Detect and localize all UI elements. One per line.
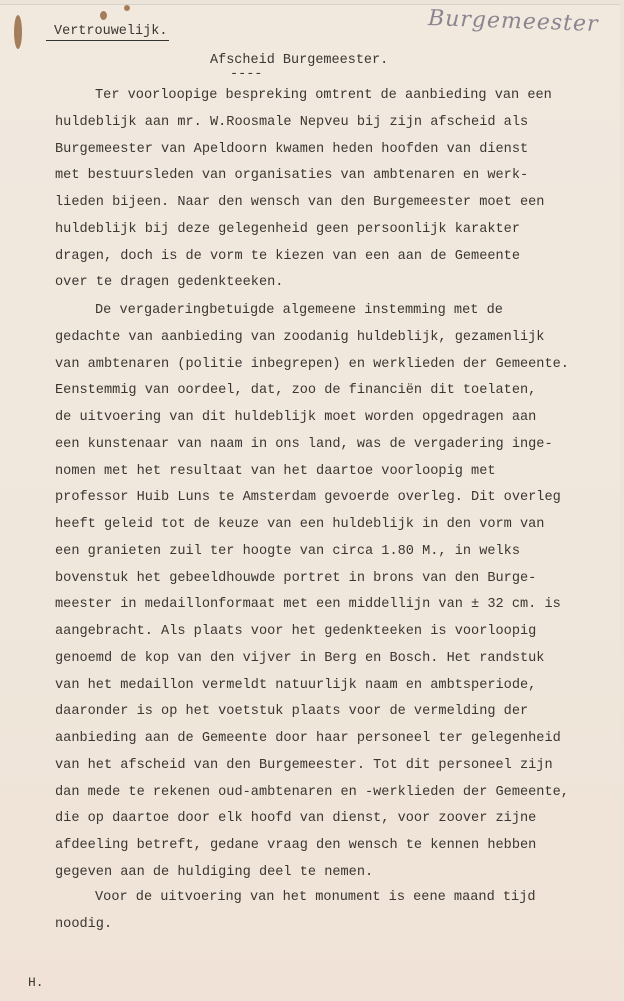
title-rule: ---- <box>230 67 263 82</box>
text-line: heeft geleid tot de keuze van een huldeblijk in den vorm van <box>55 517 545 532</box>
document-page <box>0 4 620 1001</box>
confidential-label: Vertrouwelijk. <box>46 24 169 41</box>
text-line: noodig. <box>55 916 113 932</box>
text-line: aangebracht. Als plaats voor het gedenkteeken is voorloopig <box>55 624 537 639</box>
text-line: Burgemeester van Apeldoorn kwamen heden hoofden van dienst <box>55 141 529 157</box>
handwritten-note: Burgemeester <box>427 6 599 37</box>
text-line: Ter voorloopige bespreking omtrent de aanbieding van een <box>95 88 552 103</box>
text-line: genoemd de kop van den vijver in Berg en Bosch. Het randstuk <box>55 650 545 666</box>
text-line: afdeeling betreft, gedane vraag den wensch te kennen hebben <box>55 838 537 853</box>
text-line: over te dragen gedenkteeken. <box>55 275 284 291</box>
text-line: daaronder is op het voetstuk plaats voor de vermelding der <box>55 704 529 720</box>
text-line: professor Huib Luns te Amsterdam gevoerde overleg. Dit overleg <box>55 490 561 506</box>
text-line: gegeven aan de huldiging deel te nemen. <box>55 864 374 880</box>
text-line: bovenstuk het gebeeldhouwde portret in brons van den Burge- <box>55 570 537 586</box>
text-line: huldeblijk aan mr. W.Roosmale Nepveu bij zijn afscheid als <box>55 114 529 130</box>
footer-initial: H. <box>28 975 44 990</box>
text-line: Eenstemmig van oordeel, dat, zoo de financiën dit toelaten, <box>55 383 537 399</box>
document-title: Afscheid Burgemeester. <box>210 53 389 68</box>
text-line: dragen, doch is de vorm te kiezen van een aan de Gemeente <box>55 248 520 264</box>
rust-stain <box>124 5 130 11</box>
text-line: lieden bijeen. Naar den wensch van den Burgemeester moet een <box>55 195 545 210</box>
text-line: huldeblijk bij deze gelegenheid geen persoonlijk karakter <box>55 221 520 237</box>
text-line: van het afscheid van den Burgemeester. Tot dit personeel zijn <box>55 757 553 773</box>
text-line: gedachte van aanbieding van zoodanig huldeblijk, gezamenlijk <box>55 329 545 345</box>
text-line: die op daartoe door elk hoofd van dienst, voor zoover zijne <box>55 811 537 827</box>
text-line: een granieten zuil ter hoogte van circa 1.80 M., in welks <box>55 543 520 559</box>
text-line: dan mede te rekenen oud-ambtenaren en -werklieden der Gemeente, <box>55 784 569 800</box>
rust-stain <box>100 11 107 20</box>
text-line: een kunstenaar van naam in ons land, was de vergadering inge- <box>55 436 553 452</box>
text-line: De vergaderingbetuigde algemeene instemming met de <box>95 303 503 318</box>
text-line: Voor de uitvoering van het monument is eene maand tijd <box>95 890 536 905</box>
text-line: meester in medaillonformaat met een middellijn van ± 32 cm. is <box>55 597 561 613</box>
rust-stain <box>14 15 22 49</box>
text-line: van het medaillon vermeldt natuurlijk naam en ambtsperiode, <box>55 677 537 693</box>
text-line: met bestuursleden van organisaties van ambtenaren en werk- <box>55 168 529 184</box>
text-line: nomen met het resultaat van het daartoe voorloopig met <box>55 463 496 479</box>
text-line: van ambtenaren (politie inbegrepen) en werklieden der Gemeente. <box>55 356 569 372</box>
text-line: aanbieding aan de Gemeente door haar personeel ter gelegenheid <box>55 731 561 746</box>
text-line: de uitvoering van dit huldeblijk moet worden opgedragen aan <box>55 410 537 425</box>
